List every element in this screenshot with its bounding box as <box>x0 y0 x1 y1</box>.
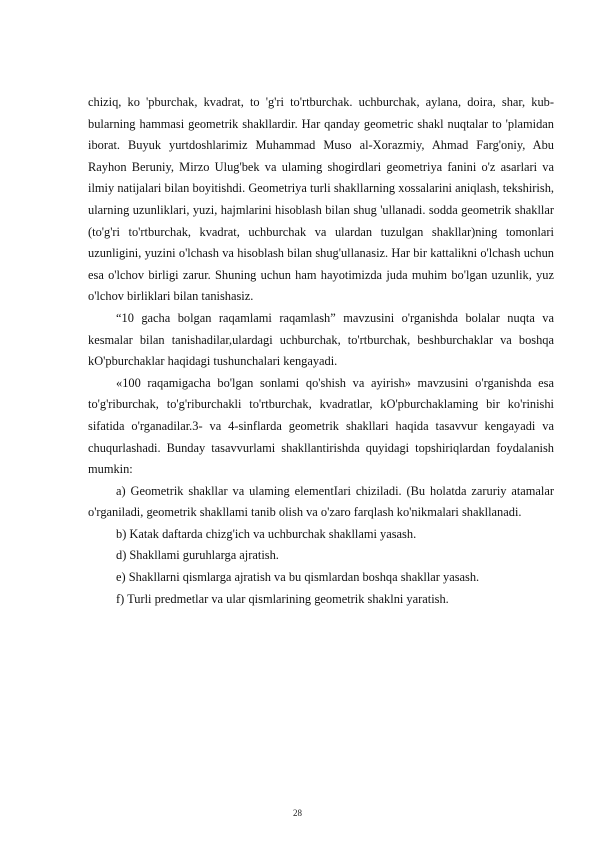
list-item-d: d) Shakllami guruhlarga ajratish. <box>116 548 279 563</box>
paragraph-counting-topic: “10 gacha bolgan raqamlami raqamlash” mavzusini o'rganishda bolalar nuqta va kesmalar bilan tanishadilar,ulardagi uchburchak, to'rtburchak, beshburchaklar va boshqa kO'pburchaklar haqidagi tushunchalari kengayadi. <box>88 310 554 369</box>
document-body <box>88 92 554 610</box>
paragraph-geometry-intro: chiziq, ko 'pburchak, kvadrat, to 'g'ri to'rtburchak. uchburchak, aylana, doira, shar, kub-bularning hammasi geometrik shakllardir. Har qanday geometric shakl nuqtalar to 'plamidan iborat. Buyuk yurtdoshlarimiz Muhammad Muso al-Xorazmiy, Ahmad Farg'oniy, Abu Rayhon Beruniy, Mirzo Ulug'bek va ulaming shogirdlari geometriya fanini o'z asarlari va ilmiy natijalari bilan boyitishdi. Geometriya turli shakllarning xossalarini aniqlash, tekshirish, ularning uzunliklari, yuzi, hajmlarini hisoblash bilan shug 'ullanadi. sodda geometrik shakllar (to'g'ri to'rtburchak, kvadrat, uchburchak va ulardan tuzulgan shakllar)ning tomonlari uzunligini, yuzini o'lchash va hisoblash bilan shug'ullanasiz. Har bir kattalikni o'lchash uchun esa o'lchov birligi zarur. Shuning uchun ham hayotimizda juda muhim bo'lgan uzunlik, yuz o'lchov birliklari bilan tanishasiz. <box>88 95 554 304</box>
list-item-e: e) Shakllarni qismlarga ajratish va bu qismlardan boshqa shakllar yasash. <box>116 570 480 585</box>
paragraph-addition-topic: «100 raqamigacha bo'lgan sonlami qo'shish va ayirish» mavzusini o'rganishda esa to'g'riburchak, to'g'riburchakli to'rtburchak, kvadratlar, kO'pburchaklaming bir ko'rinishi sifatida o'rganadilar.3- va 4-sinflarda geometrik shakllari haqida tasavvur kengayadi va chuqurlashadi. Bunday tasavvurlami shakllantirishda quyidagi topshiriqlardan foydalanish mumkin: <box>88 375 554 477</box>
list-item-f: f) Turli predmetlar va ular qismlarining geometrik shaklni yaratish. <box>116 591 449 606</box>
page-number: 28 <box>293 808 302 818</box>
list-item-b: b) Katak daftarda chizg'ich va uchburchak shakllami yasash. <box>116 526 417 541</box>
list-item-a: a) Geometrik shakllar va ulaming elementІari chiziladi. (Bu holatda zaruriy atamalar o'rganiladi, geometrik shakllami tanib olish va o'zaro farqlash ko'nikmalari shakllanadi. <box>88 483 554 520</box>
